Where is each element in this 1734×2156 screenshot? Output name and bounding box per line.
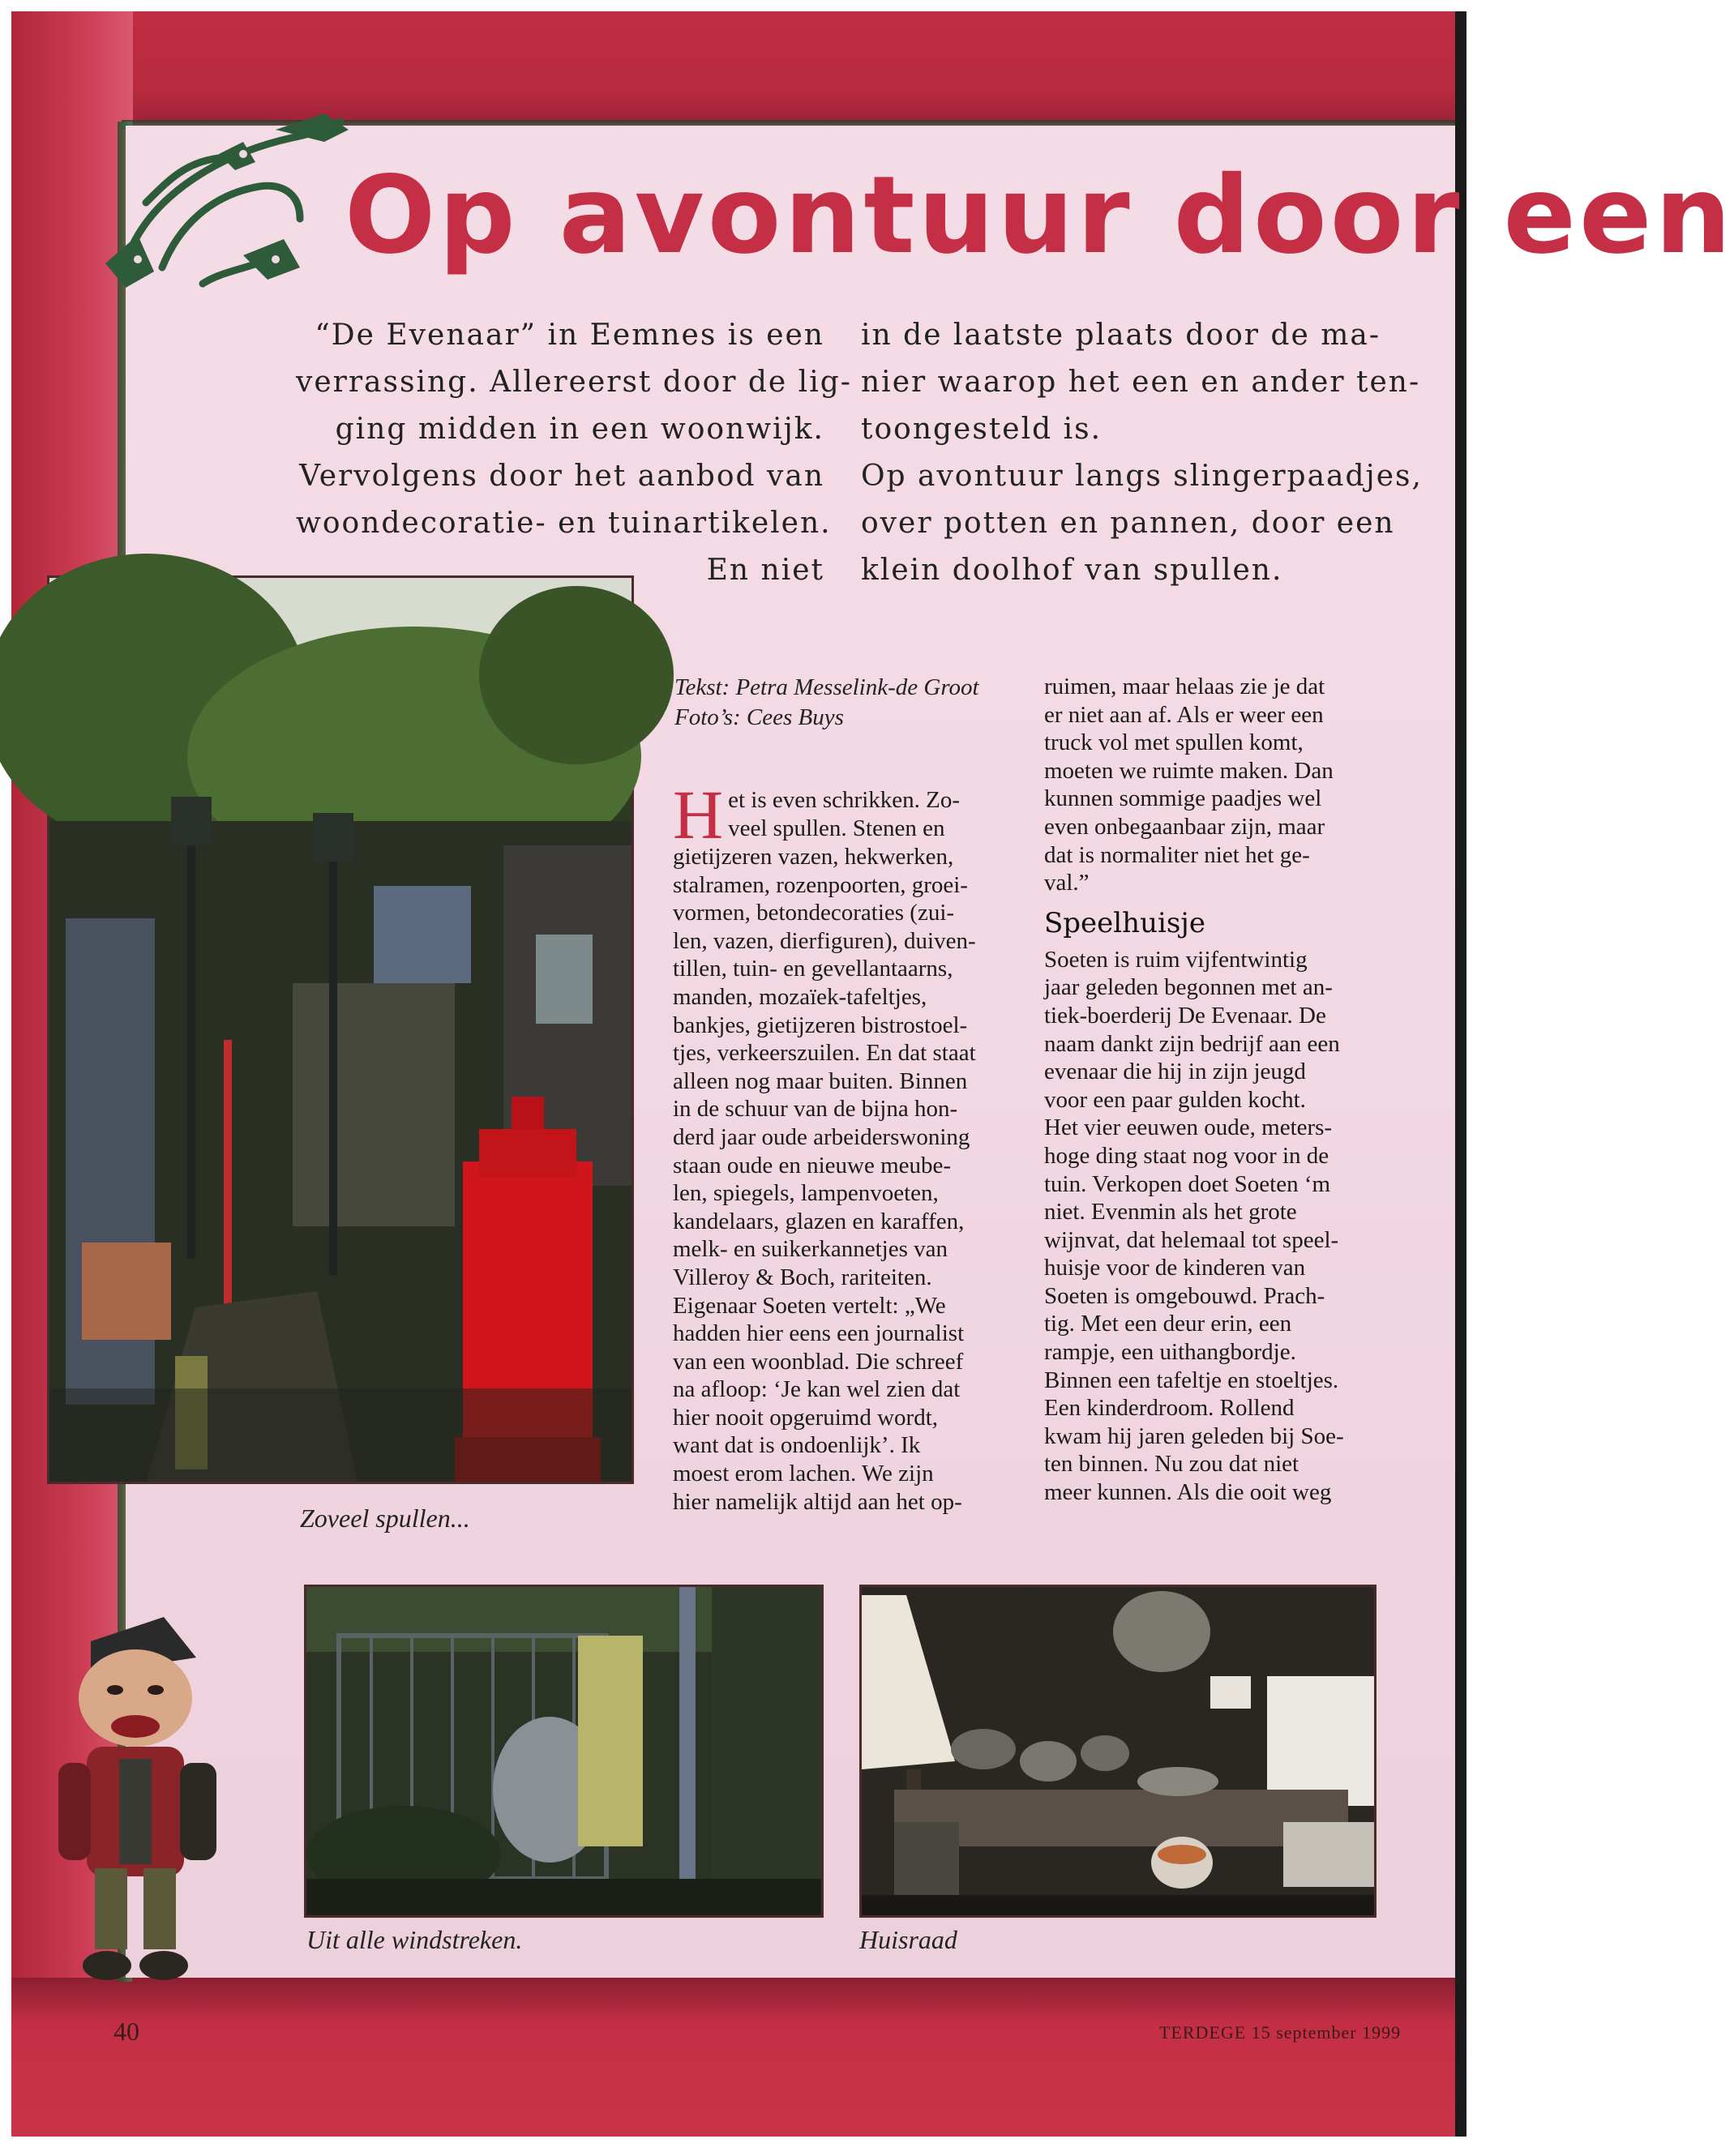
- section-heading: Speelhuisje: [1044, 906, 1205, 939]
- body-line: dat is normaliter niet het ge-: [1044, 841, 1310, 868]
- body-line: ruimen, maar helaas zie je dat: [1044, 674, 1325, 699]
- body-line: evenaar die hij in zijn jeugd: [1044, 1059, 1306, 1085]
- body-line: veel spullen. Stenen en: [728, 815, 945, 841]
- body-line: manden, mozaïek-tafeltjes,: [673, 983, 927, 1010]
- body-line: kandelaars, glazen en karaffen,: [673, 1208, 965, 1234]
- body-line: hoge ding staat nog voor in de: [1044, 1142, 1329, 1169]
- photo-garden: [304, 1585, 824, 1918]
- body-line: jaar geleden begonnen met an-: [1044, 974, 1333, 1001]
- body-line: truck vol met spullen komt,: [1044, 729, 1304, 756]
- page-number: 40: [113, 2017, 139, 2046]
- body-line: hier nooit opgeruimd wordt,: [673, 1404, 939, 1431]
- body-line: derd jaar oude arbeiderswoning: [673, 1123, 970, 1150]
- body-line: len, spiegels, lampenvoeten,: [673, 1180, 939, 1207]
- body-line: Soeten is omgebouwd. Prach-: [1044, 1282, 1325, 1309]
- body-line: meer kunnen. Als die ooit weg: [1044, 1479, 1332, 1506]
- body-line: kwam hij jaren geleden bij Soe-: [1044, 1422, 1344, 1449]
- body-column-2: [1044, 673, 1401, 1507]
- magazine-footer: TERDEGE 15 september 1999: [1159, 2022, 1402, 2043]
- intro-line: ging midden in een woonwijk.: [335, 413, 824, 446]
- body-line: Een kinderdroom. Rollend: [1044, 1395, 1295, 1422]
- body-line: naam dankt zijn bedrijf aan een: [1044, 1030, 1340, 1057]
- body-line: niet. Evenmin als het grote: [1044, 1199, 1297, 1226]
- intro-right: [861, 312, 1428, 594]
- gnome-figure-icon: [42, 1609, 229, 1990]
- body-line: tuin. Verkopen doet Soeten ‘m: [1044, 1170, 1331, 1197]
- body-column-1: [673, 776, 1013, 1516]
- intro-line: toongesteld is.: [861, 413, 1102, 446]
- body-line: moeten we ruimte maken. Dan: [1044, 757, 1334, 784]
- intro-line: over potten en pannen, door een: [861, 507, 1395, 540]
- body-line: van een woonblad. Die schreef: [673, 1348, 964, 1375]
- intro-line: verrassing. Allereerst door de lig-: [296, 366, 852, 399]
- body-line: huisje voor de kinderen van: [1044, 1255, 1306, 1281]
- body-line: voor een paar gulden kocht.: [1044, 1086, 1306, 1113]
- body-line: et is even schrikken. Zo-: [728, 787, 960, 813]
- body-line: Eigenaar Soeten vertelt: „We: [673, 1292, 946, 1319]
- intro-line: En niet: [706, 554, 824, 587]
- bottom-band: [11, 1978, 1458, 2137]
- photo-interior-caption: Huisraad: [859, 1925, 957, 1954]
- body-line: tiek-boerderij De Evenaar. De: [1044, 1002, 1326, 1029]
- body-line: gietijzeren vazen, hekwerken,: [673, 844, 954, 870]
- body-line: val.”: [1044, 870, 1090, 896]
- body-line: len, vazen, dierfiguren), duiven-: [673, 927, 976, 954]
- intro-line: woondecoratie- en tuinartikelen.: [296, 507, 832, 540]
- intro-line: nier waarop het een en ander ten-: [861, 366, 1421, 399]
- intro-line: Op avontuur langs slingerpaadjes,: [861, 460, 1423, 493]
- body-line: staan oude en nieuwe meube-: [673, 1152, 952, 1179]
- intro-line: Vervolgens door het aanbod van: [299, 460, 824, 493]
- body-line: stalramen, rozenpoorten, groei-: [673, 871, 968, 898]
- body-line: moest erom lachen. We zijn: [673, 1461, 934, 1487]
- body-line: Binnen een tafeltje en stoeltjes.: [1044, 1367, 1339, 1393]
- body-line: er niet aan af. Als er weer een: [1044, 701, 1324, 728]
- intro-line: in de laatste plaats door de ma-: [861, 319, 1381, 352]
- intro-line: klein doolhof van spullen.: [861, 554, 1283, 587]
- body-line: na afloop: ‘Je kan wel zien dat: [673, 1376, 961, 1403]
- body-line: tjes, verkeerszuilen. En dat staat: [673, 1040, 976, 1067]
- body-line: Het vier eeuwen oude, meters-: [1044, 1114, 1333, 1141]
- main-photo: [47, 575, 634, 1484]
- byline: [674, 673, 979, 733]
- dolphin-ornament-icon: [81, 105, 357, 308]
- body-line: want dat is ondoenlijk’. Ik: [673, 1432, 921, 1459]
- main-photo-caption: Zoveel spullen...: [300, 1504, 470, 1533]
- body-line: ten binnen. Nu zou dat niet: [1044, 1451, 1299, 1478]
- body-line: alleen nog maar buiten. Binnen: [673, 1067, 968, 1094]
- body-line: rampje, een uithangbordje.: [1044, 1339, 1296, 1366]
- body-line: in de schuur van de bijna hon-: [673, 1096, 958, 1123]
- intro-line: “De Evenaar” in Eemnes is een: [315, 319, 824, 352]
- drop-cap: H: [673, 776, 724, 853]
- body-line: wijnvat, dat helemaal tot speel-: [1044, 1226, 1339, 1253]
- body-line: bankjes, gietijzeren bistrostoel-: [673, 1012, 968, 1038]
- body-line: hadden hier eens een journalist: [673, 1320, 965, 1347]
- body-line: vormen, betondecoraties (zui-: [673, 900, 955, 926]
- body-line: Villeroy & Boch, rariteiten.: [673, 1264, 932, 1290]
- body-line: hier namelijk altijd aan het op-: [673, 1488, 962, 1515]
- byline-text: Tekst: Petra Messelink-de Groot: [674, 674, 979, 700]
- body-line: kunnen sommige paadjes wel: [1044, 785, 1322, 812]
- photo-garden-caption: Uit alle windstreken.: [306, 1925, 523, 1954]
- body-line: Soeten is ruim vijfentwintig: [1044, 946, 1308, 973]
- intro-left: [296, 312, 852, 594]
- article-title: Op avontuur door een: [345, 153, 1734, 278]
- body-line: even onbegaanbaar zijn, maar: [1044, 813, 1325, 840]
- photo-interior: [859, 1585, 1376, 1918]
- body-line: melk- en suikerkannetjes van: [673, 1236, 948, 1263]
- body-line: tig. Met een deur erin, een: [1044, 1311, 1292, 1337]
- scan-edge: [1455, 11, 1466, 2137]
- body-line: tillen, tuin- en gevellantaarns,: [673, 956, 953, 982]
- byline-photo: Foto’s: Cees Buys: [674, 704, 844, 730]
